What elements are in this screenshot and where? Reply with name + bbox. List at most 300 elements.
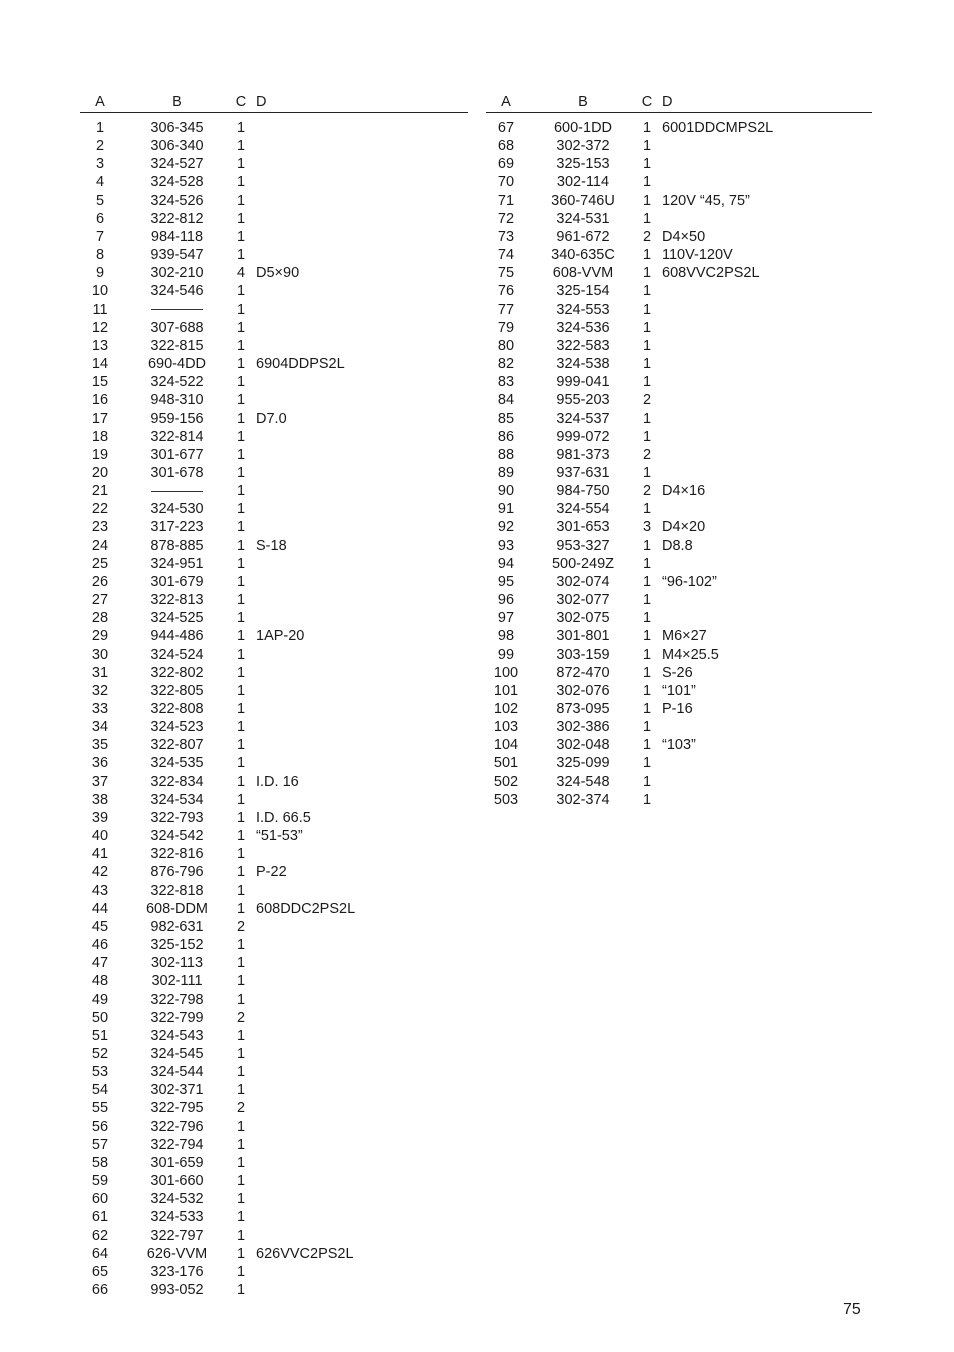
description-cell: [248, 1118, 468, 1136]
table-row: [486, 319, 872, 337]
ref-number-cell: 60: [91, 1191, 109, 1208]
quantity-cell: 1: [236, 1282, 246, 1298]
quantity-cell: 1: [236, 592, 246, 609]
table-row: [486, 355, 872, 373]
ref-number-cell: 71: [497, 192, 515, 209]
quantity-cell: 1: [236, 228, 246, 245]
ref-number-cell: 95: [497, 573, 515, 590]
quantity-cell: 1: [236, 646, 246, 663]
table-row: [486, 718, 872, 736]
description-cell: [248, 1227, 468, 1245]
table-row: [80, 573, 468, 591]
description-cell: [654, 754, 872, 772]
description-cell: [248, 736, 468, 754]
ref-number-cell: 91: [497, 501, 515, 518]
ref-number-cell: 69: [497, 156, 515, 173]
part-number-cell: 324-535: [150, 755, 204, 772]
description-cell: [654, 173, 872, 191]
quantity-cell: 1: [642, 156, 652, 173]
ref-number-cell: 19: [91, 446, 109, 463]
table-row: [486, 754, 872, 772]
part-number-cell: 301-677: [150, 446, 204, 463]
quantity-cell: 1: [236, 1227, 246, 1244]
ref-number-cell: 4: [95, 174, 105, 191]
description-cell: [654, 319, 872, 337]
quantity-cell: 1: [236, 120, 246, 136]
table-row: [486, 446, 872, 464]
part-number-cell: 325-152: [150, 937, 204, 954]
ref-number-cell: 102: [493, 701, 519, 717]
quantity-cell: 1: [236, 1027, 246, 1044]
quantity-cell: 1: [642, 337, 652, 354]
quantity-cell: 1: [642, 174, 652, 191]
ref-number-cell: 1: [95, 120, 105, 136]
table-header: [486, 92, 872, 119]
quantity-cell: 1: [236, 664, 246, 681]
description-cell: [654, 791, 872, 809]
table-row: [80, 936, 468, 954]
quantity-cell: 1: [236, 628, 246, 645]
part-number-cell: 340-635C: [551, 247, 615, 264]
description-cell: [248, 1154, 468, 1172]
part-number-cell: 324-546: [150, 283, 204, 300]
description-cell: [248, 573, 468, 591]
description-cell: [248, 192, 468, 210]
description-cell: [248, 1081, 468, 1099]
ref-number-cell: 97: [497, 610, 515, 627]
table-row: [80, 1027, 468, 1045]
table-row: [486, 246, 872, 264]
part-number-cell: 324-522: [150, 374, 204, 391]
description-cell: [248, 446, 468, 464]
description-cell: [248, 682, 468, 700]
column-header-d: D: [248, 92, 468, 113]
ref-number-cell: 54: [91, 1082, 109, 1099]
part-number-cell: 600-1DD: [553, 120, 613, 136]
ref-number-cell: 55: [91, 1100, 109, 1117]
table-row: [80, 301, 468, 319]
table-row: [80, 210, 468, 228]
table-row: [486, 500, 872, 518]
table-row: [80, 900, 468, 918]
table-row: [486, 192, 872, 210]
ref-number-cell: 43: [91, 882, 109, 899]
quantity-cell: 1: [236, 410, 246, 427]
description-cell: [248, 301, 468, 319]
quantity-cell: 1: [236, 1245, 246, 1262]
description-cell: [654, 591, 872, 609]
table-row: [80, 682, 468, 700]
table-row: [486, 373, 872, 391]
ref-number-cell: 46: [91, 937, 109, 954]
part-number-cell: 301-679: [150, 573, 204, 590]
ref-number-cell: 20: [91, 464, 109, 481]
quantity-cell: 1: [236, 937, 246, 954]
description-cell: [248, 882, 468, 900]
ref-number-cell: 72: [497, 210, 515, 227]
part-number-cell: 324-530: [150, 501, 204, 518]
part-number-cell: 322-802: [150, 664, 204, 681]
table-row: [80, 264, 468, 282]
part-number-cell: 322-798: [150, 991, 204, 1008]
description-cell: 120V “45, 75”: [662, 192, 750, 209]
part-number-cell: 999-041: [556, 374, 610, 391]
ref-number-cell: 39: [91, 809, 109, 826]
ref-number-cell: 80: [497, 337, 515, 354]
part-number-cell: 608-VVM: [552, 265, 614, 282]
description-cell: [248, 391, 468, 409]
table-row: [80, 464, 468, 482]
ref-number-cell: 32: [91, 682, 109, 699]
ref-number-cell: 31: [91, 664, 109, 681]
description-cell: [654, 210, 872, 228]
ref-number-cell: 90: [497, 483, 515, 500]
table-row: [80, 355, 468, 373]
quantity-cell: 1: [236, 1154, 246, 1171]
description-cell: D4×16: [662, 483, 706, 500]
description-cell: [248, 228, 468, 246]
table-row: [486, 700, 872, 718]
quantity-cell: 1: [642, 610, 652, 627]
table-row: [80, 373, 468, 391]
quantity-cell: 1: [236, 483, 246, 500]
table-row: [486, 791, 872, 809]
parts-table-left: [80, 92, 468, 1299]
quantity-cell: 1: [236, 1082, 246, 1099]
quantity-cell: 1: [236, 301, 246, 318]
quantity-cell: 1: [642, 755, 652, 772]
ref-number-cell: 38: [91, 791, 109, 808]
description-cell: [654, 500, 872, 518]
description-cell: [654, 464, 872, 482]
part-number-cell: 324-537: [556, 410, 610, 427]
table-row: [486, 264, 872, 282]
table-row: [486, 627, 872, 645]
ref-number-cell: 51: [91, 1027, 109, 1044]
description-cell: [654, 301, 872, 319]
part-number-cell: 302-372: [556, 138, 610, 155]
table-header: [80, 92, 468, 119]
ref-number-cell: 104: [493, 737, 519, 754]
ref-number-cell: 49: [91, 991, 109, 1008]
quantity-cell: 1: [236, 247, 246, 264]
ref-number-cell: 53: [91, 1064, 109, 1081]
part-number-cell: 324-528: [150, 174, 204, 191]
part-number-cell: 322-818: [150, 882, 204, 899]
ref-number-cell: 26: [91, 573, 109, 590]
quantity-cell: 1: [642, 537, 652, 554]
table-row: [80, 882, 468, 900]
description-cell: [248, 137, 468, 155]
table-row: [80, 791, 468, 809]
part-number-cell: 322-834: [150, 773, 204, 790]
ref-number-cell: 29: [91, 628, 109, 645]
quantity-cell: 2: [236, 1009, 246, 1026]
part-number-cell: 993-052: [150, 1282, 204, 1298]
part-number-cell: 306-340: [150, 138, 204, 155]
quantity-cell: 1: [642, 719, 652, 736]
description-cell: [654, 337, 872, 355]
table-row: [80, 446, 468, 464]
ref-number-cell: 84: [497, 392, 515, 409]
description-cell: [248, 1045, 468, 1063]
table-row: [80, 1208, 468, 1226]
table-row: [80, 155, 468, 173]
part-number-cell: 324-533: [150, 1209, 204, 1226]
ref-number-cell: 5: [95, 192, 105, 209]
part-number-cell: 302-371: [150, 1082, 204, 1099]
description-cell: [248, 1099, 468, 1117]
ref-number-cell: 24: [91, 537, 109, 554]
part-number-cell: 322-816: [150, 846, 204, 863]
quantity-cell: 1: [236, 192, 246, 209]
description-cell: [248, 518, 468, 536]
table-row: [80, 1172, 468, 1190]
ref-number-cell: 66: [91, 1282, 109, 1298]
description-cell: [248, 1281, 468, 1299]
quantity-cell: 2: [642, 483, 652, 500]
quantity-cell: 1: [236, 791, 246, 808]
part-number-cell: 324-543: [150, 1027, 204, 1044]
dash-placeholder: [151, 309, 203, 310]
table-row: [486, 736, 872, 754]
description-cell: [654, 410, 872, 428]
quantity-cell: 1: [642, 247, 652, 264]
table-row: [80, 664, 468, 682]
quantity-cell: 1: [642, 428, 652, 445]
ref-number-cell: 21: [91, 483, 109, 500]
quantity-cell: 1: [236, 446, 246, 463]
quantity-cell: 1: [642, 701, 652, 717]
ref-number-cell: 27: [91, 592, 109, 609]
table-row: [486, 391, 872, 409]
table-row: [486, 137, 872, 155]
table-row: [80, 754, 468, 772]
quantity-cell: 1: [236, 573, 246, 590]
table-row: [80, 1136, 468, 1154]
table-body: [486, 119, 872, 809]
part-number-cell: 878-885: [150, 537, 204, 554]
quantity-cell: 1: [642, 773, 652, 790]
part-number-cell: 307-688: [150, 319, 204, 336]
part-number-cell: 302-386: [556, 719, 610, 736]
quantity-cell: 1: [236, 701, 246, 717]
part-number-cell: [120, 301, 234, 319]
description-cell: [248, 1263, 468, 1281]
description-cell: 626VVC2PS2L: [256, 1245, 354, 1262]
quantity-cell: 1: [236, 773, 246, 790]
table-row: [80, 591, 468, 609]
ref-number-cell: 33: [91, 701, 109, 717]
part-number-cell: 955-203: [556, 392, 610, 409]
description-cell: 608VVC2PS2L: [662, 265, 760, 282]
description-cell: M4×25.5: [662, 646, 719, 663]
ref-number-cell: 59: [91, 1173, 109, 1190]
quantity-cell: 1: [236, 1136, 246, 1153]
description-cell: [248, 337, 468, 355]
table-row: [80, 1281, 468, 1299]
quantity-cell: 1: [236, 1263, 246, 1280]
quantity-cell: 1: [236, 755, 246, 772]
ref-number-cell: 28: [91, 610, 109, 627]
quantity-cell: 1: [236, 428, 246, 445]
part-number-cell: 324-553: [556, 301, 610, 318]
description-cell: [248, 464, 468, 482]
part-number-cell: 322-794: [150, 1136, 204, 1153]
table-row: [80, 1154, 468, 1172]
ref-number-cell: 65: [91, 1263, 109, 1280]
quantity-cell: 1: [642, 791, 652, 808]
description-cell: [654, 609, 872, 627]
ref-number-cell: 93: [497, 537, 515, 554]
quantity-cell: 1: [236, 374, 246, 391]
description-cell: [654, 373, 872, 391]
table-row: [486, 464, 872, 482]
quantity-cell: 1: [236, 828, 246, 845]
table-row: [80, 827, 468, 845]
part-number-cell: 302-113: [150, 955, 204, 972]
ref-number-cell: 34: [91, 719, 109, 736]
table-row: [80, 192, 468, 210]
part-number-cell: 301-660: [150, 1173, 204, 1190]
table-row: [486, 119, 872, 137]
ref-number-cell: 99: [497, 646, 515, 663]
part-number-cell: 303-159: [556, 646, 610, 663]
description-cell: “96-102”: [662, 573, 717, 590]
ref-number-cell: 44: [91, 900, 109, 917]
description-cell: [248, 609, 468, 627]
quantity-cell: 1: [236, 846, 246, 863]
ref-number-cell: 103: [493, 719, 519, 736]
description-cell: [248, 1009, 468, 1027]
table-row: [80, 137, 468, 155]
table-row: [486, 337, 872, 355]
quantity-cell: 1: [642, 283, 652, 300]
table-row: [80, 736, 468, 754]
table-row: [486, 682, 872, 700]
ref-number-cell: 13: [91, 337, 109, 354]
quantity-cell: 1: [642, 265, 652, 282]
part-number-cell: 984-750: [556, 483, 610, 500]
part-number-cell: 322-793: [150, 809, 204, 826]
quantity-cell: 1: [642, 319, 652, 336]
part-number-cell: 324-524: [150, 646, 204, 663]
table-row: [80, 482, 468, 500]
part-number-cell: 324-534: [150, 791, 204, 808]
part-number-cell: 324-544: [150, 1064, 204, 1081]
part-number-cell: 324-523: [150, 719, 204, 736]
quantity-cell: 1: [642, 356, 652, 373]
ref-number-cell: 61: [91, 1209, 109, 1226]
description-cell: [248, 155, 468, 173]
ref-number-cell: 57: [91, 1136, 109, 1153]
table-row: [80, 428, 468, 446]
table-row: [80, 845, 468, 863]
description-cell: [248, 428, 468, 446]
quantity-cell: 1: [236, 882, 246, 899]
description-cell: [248, 373, 468, 391]
table-row: [80, 1045, 468, 1063]
ref-number-cell: 94: [497, 555, 515, 572]
description-cell: [248, 954, 468, 972]
column-header-a: A: [80, 92, 120, 113]
part-number-cell: 944-486: [150, 628, 204, 645]
table-row: [486, 282, 872, 300]
column-header-d: D: [654, 92, 872, 113]
part-number-cell: 322-797: [150, 1227, 204, 1244]
quantity-cell: 1: [236, 1173, 246, 1190]
table-row: [80, 646, 468, 664]
table-row: [80, 410, 468, 428]
table-row: [486, 228, 872, 246]
quantity-cell: 1: [642, 682, 652, 699]
table-row: [80, 537, 468, 555]
description-cell: 1AP-20: [256, 628, 305, 645]
quantity-cell: 1: [236, 1064, 246, 1081]
description-cell: [248, 936, 468, 954]
quantity-cell: 1: [236, 991, 246, 1008]
description-cell: 608DDC2PS2L: [256, 900, 356, 917]
ref-number-cell: 3: [95, 156, 105, 173]
part-number-cell: 690-4DD: [147, 356, 207, 373]
table-row: [80, 1099, 468, 1117]
ref-number-cell: 96: [497, 592, 515, 609]
part-number-cell: 937-631: [556, 464, 610, 481]
description-cell: “51-53”: [256, 828, 303, 845]
table-row: [80, 1118, 468, 1136]
part-number-cell: 302-048: [556, 737, 610, 754]
table-row: [80, 282, 468, 300]
description-cell: [248, 482, 468, 500]
ref-number-cell: 101: [493, 682, 519, 699]
quantity-cell: 1: [236, 319, 246, 336]
ref-number-cell: 25: [91, 555, 109, 572]
part-number-cell: 302-076: [556, 682, 610, 699]
quantity-cell: 1: [236, 809, 246, 826]
quantity-cell: 2: [642, 446, 652, 463]
description-cell: [248, 173, 468, 191]
ref-number-cell: 82: [497, 356, 515, 373]
table-row: [486, 301, 872, 319]
table-row: [486, 482, 872, 500]
quantity-cell: 1: [236, 1191, 246, 1208]
description-cell: [248, 210, 468, 228]
part-number-cell: 322-583: [556, 337, 610, 354]
table-row: [80, 718, 468, 736]
ref-number-cell: 503: [493, 791, 519, 808]
quantity-cell: 2: [642, 392, 652, 409]
description-cell: P-22: [256, 864, 287, 881]
part-number-cell: 302-374: [556, 791, 610, 808]
ref-number-cell: 52: [91, 1045, 109, 1062]
ref-number-cell: 68: [497, 138, 515, 155]
column-header-b: B: [120, 92, 234, 113]
table-row: [80, 173, 468, 191]
part-number-cell: 306-345: [150, 120, 204, 136]
quantity-cell: 4: [236, 265, 246, 282]
quantity-cell: 1: [236, 156, 246, 173]
part-number-cell: 626-VVM: [146, 1245, 208, 1262]
table-row: [486, 210, 872, 228]
description-cell: M6×27: [662, 628, 707, 645]
part-number-cell: 322-795: [150, 1100, 204, 1117]
part-number-cell: 302-077: [556, 592, 610, 609]
part-number-cell: 608-DDM: [145, 900, 209, 917]
ref-number-cell: 30: [91, 646, 109, 663]
quantity-cell: 1: [642, 410, 652, 427]
description-cell: D5×90: [256, 265, 300, 282]
part-number-cell: 302-075: [556, 610, 610, 627]
